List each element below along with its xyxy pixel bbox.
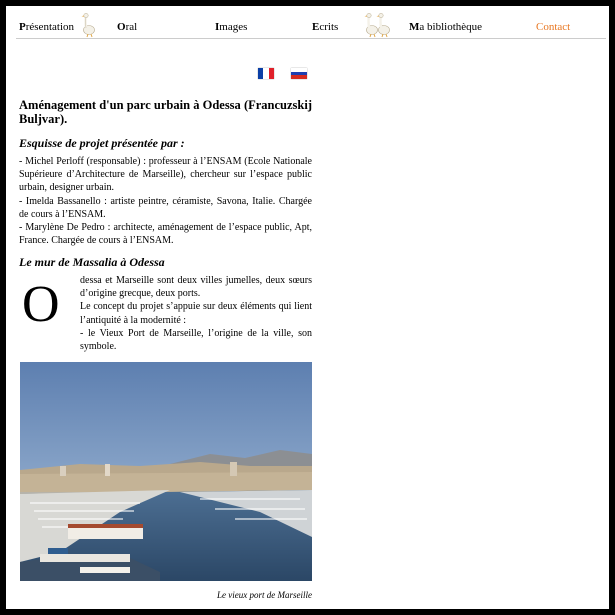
harbor-image bbox=[20, 362, 312, 581]
russian-flag-icon[interactable] bbox=[291, 68, 307, 79]
page-title: Aménagement d'un parc urbain à Odessa (Francuzskij Buljvar). bbox=[19, 98, 312, 126]
nav-ma-bibliotheque[interactable]: Ma bibliothèque bbox=[409, 21, 483, 33]
goose-icon bbox=[81, 12, 95, 38]
nav-ecrits[interactable]: Ecrits bbox=[312, 21, 339, 33]
page bbox=[6, 6, 609, 609]
vieux-port-photo bbox=[20, 362, 312, 581]
body-line: Le concept du projet s’appuie sur deux éléments qui lient l’antiquité à la modernité : bbox=[80, 301, 312, 326]
body-line: - le Vieux Port de Marseille, l’origine de la ville, son symbole. bbox=[80, 327, 312, 353]
top-navigation bbox=[6, 6, 609, 40]
author-entry: - Michel Perloff (responsable) : professeur à l’ENSAM (Ecole Nationale Supérieure d’Architecture de Marseille), chercheur sur l’espace public urbain, designer urbain. bbox=[19, 156, 312, 194]
authors-list bbox=[19, 155, 312, 247]
nav-divider bbox=[16, 38, 606, 39]
author-entry: - Imelda Bassanello : artiste peintre, céramiste, Savona, Italie. Chargée de cours à l’ENSAM. bbox=[19, 195, 312, 220]
photo-caption: Le vieux port de Marseille bbox=[217, 590, 312, 600]
nav-presentation[interactable]: Présentation bbox=[19, 21, 74, 33]
geese-pair-icon bbox=[364, 12, 390, 38]
section-subtitle-mur: Le mur de Massalia à Odessa bbox=[19, 255, 165, 269]
body-line: dessa et Marseille sont deux villes jumelles, deux sœurs d’origine grecque, deux ports. bbox=[80, 275, 312, 300]
french-flag-icon[interactable] bbox=[258, 68, 274, 79]
nav-images[interactable]: Images bbox=[215, 21, 248, 33]
nav-contact[interactable]: Contact bbox=[536, 21, 571, 33]
author-entry: - Marylène De Pedro : architecte, aménagement de l’espace public, Apt, France. Chargée de cours à l’ENSAM. bbox=[19, 222, 312, 247]
section-subtitle-authors: Esquisse de projet présentée par : bbox=[19, 136, 185, 150]
nav-oral[interactable]: Oral bbox=[117, 21, 138, 33]
drop-cap: O bbox=[22, 276, 60, 333]
